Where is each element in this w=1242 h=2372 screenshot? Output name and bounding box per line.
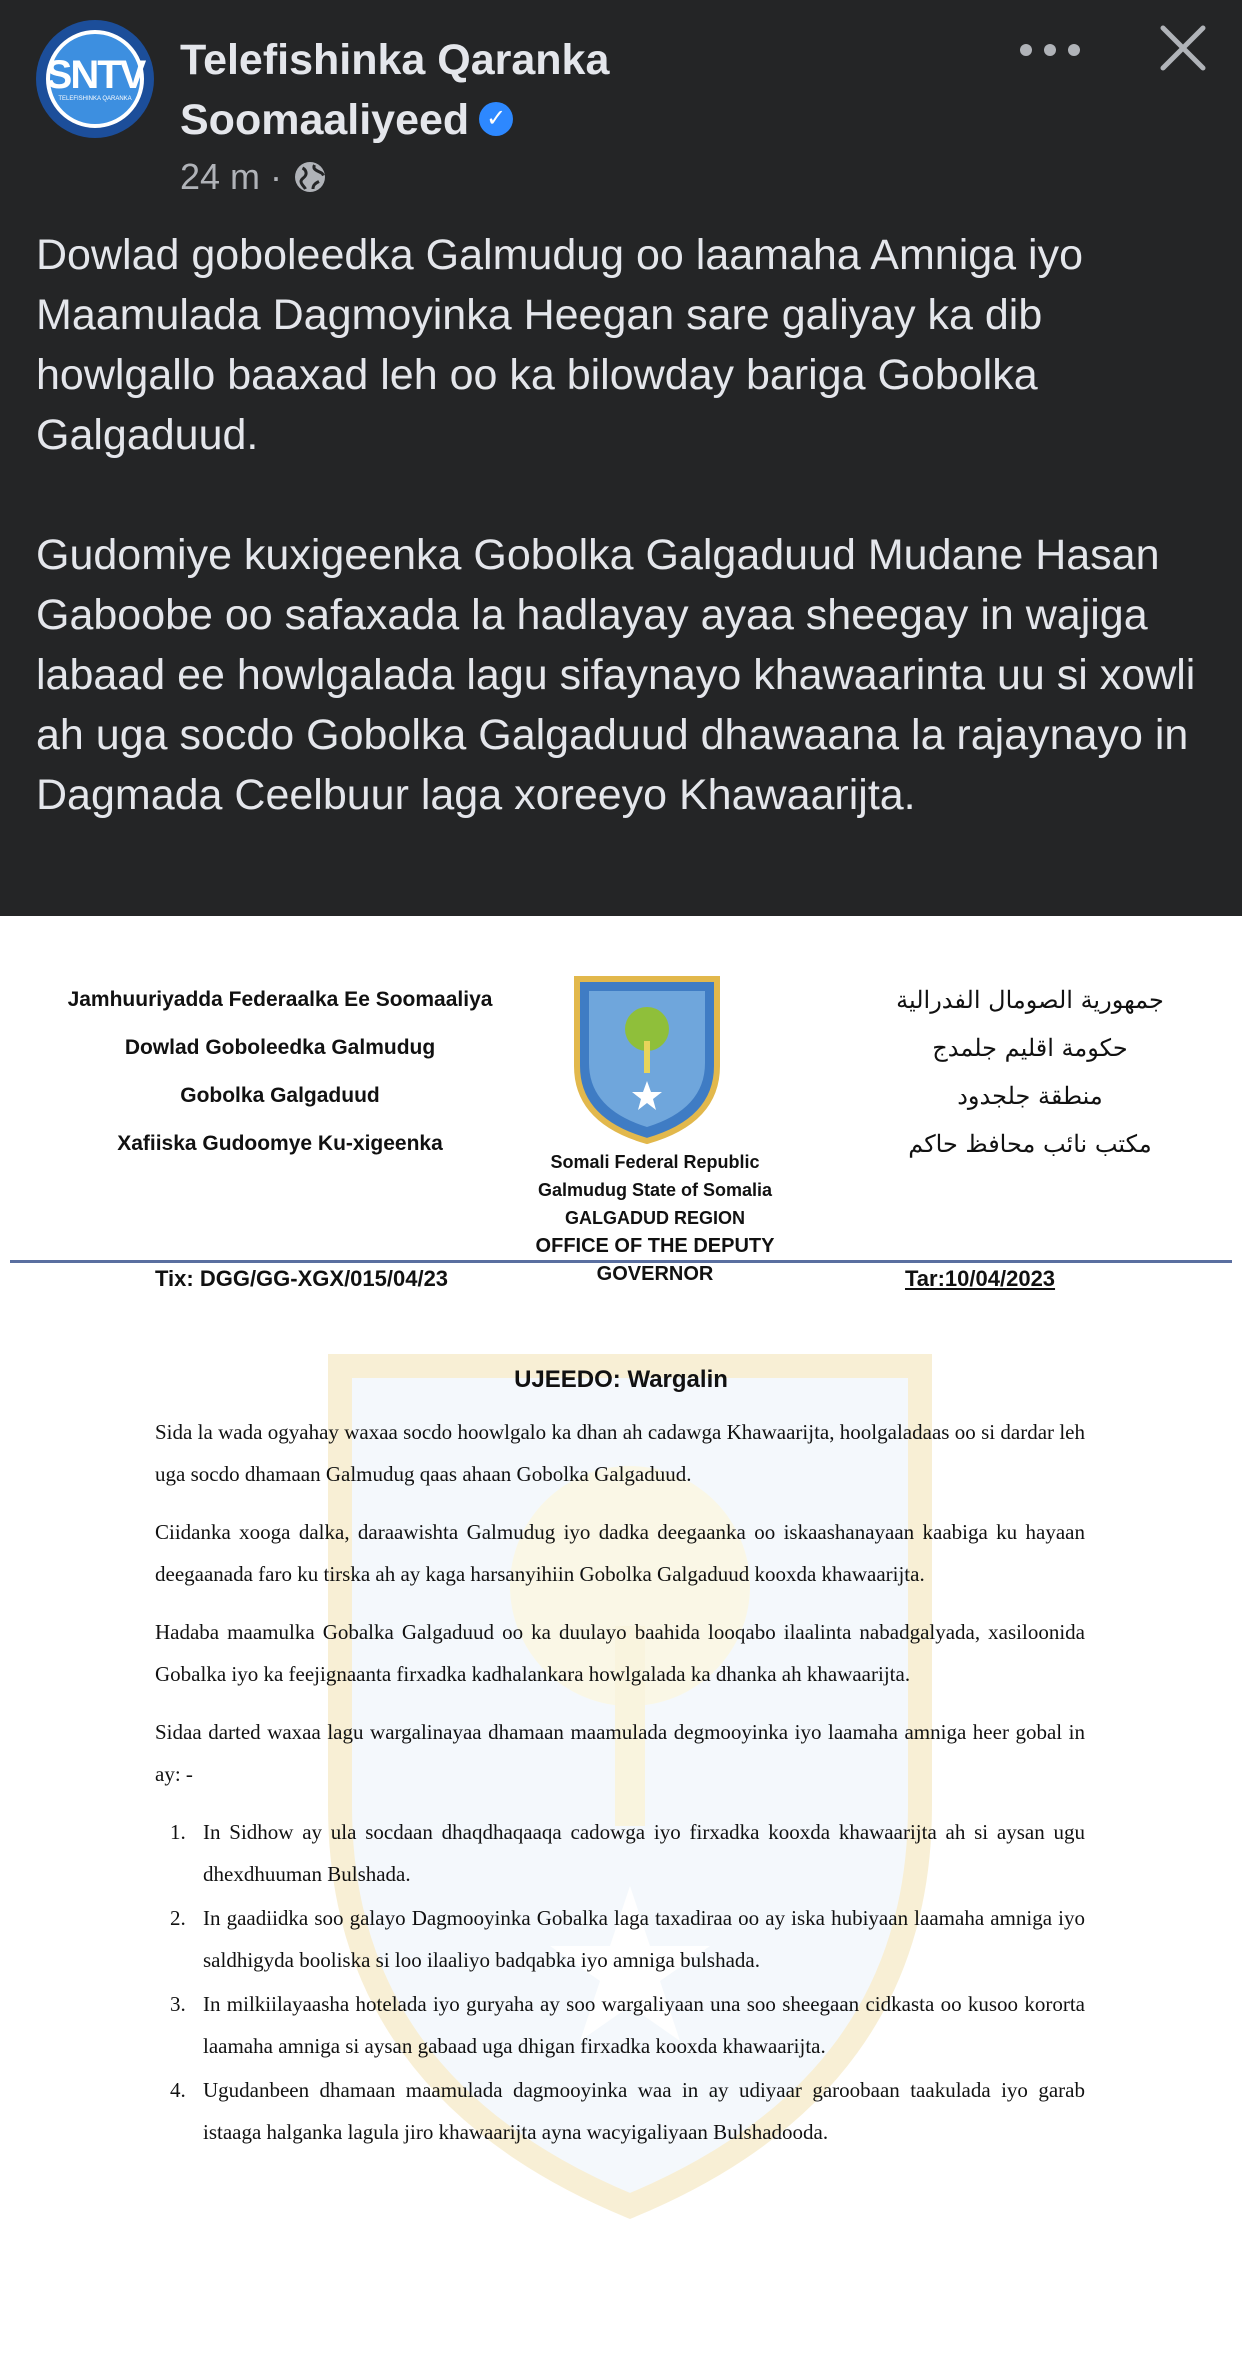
crest-line: OFFICE OF THE DEPUTY GOVERNOR [535, 1235, 775, 1285]
letterhead-line: Dowlad Goboleedka Galmudug [124, 1036, 436, 1059]
letterhead-line: Xafiiska Gudoomye Ku-xigeenka [117, 1132, 443, 1155]
letterhead-divider [10, 1260, 1232, 1263]
meta-separator: · [270, 156, 283, 197]
document-date: Tar:10/04/2023 [905, 1266, 1056, 1291]
letterhead-line: منطقة جلجدود [957, 1082, 1103, 1110]
page-avatar[interactable] [36, 20, 154, 138]
letterhead-line: جمهورية الصومال الفدرالية [896, 986, 1164, 1014]
document-paragraph: Ciidanka xooga dalka, daraawishta Galmudug iyo dadka deegaanka oo iskaashanayaan kaabiga ku hayaan deegaanada faro ku tirska ah ay kaga harsanyihiin Gobolka Galgaduud kooxda khawaarijta. [155, 1520, 1085, 1586]
document-body [155, 1411, 1085, 2155]
document-list [155, 1811, 1085, 2153]
post-paragraph: Gudomiye kuxigeenka Gobolka Galgaduud Mudane Hasan Gaboobe oo safaxada la hadlayay ayaa sheegay in wajiga labaad ee howlgalada lagu sifaynayo khawaarinta uu si xowli ah uga socdo Gobolka Galgaduud dhawaana la rajaynayo in Dagmada Ceelbuur laga xoreeyo Khawaarijta. [36, 531, 1196, 819]
document-list-item: 2. In gaadiidka soo galayo Dagmooyinka Gobalka laga taxadiraa oo ay iska hubiyaan laamaha amniga iyo saldhigyda booliska si loo ilaaliyo badqabka iyo amniga bulshada. [191, 1897, 1085, 1981]
avatar-logo-subtext: TELEFISHINKA QARANKA [58, 96, 132, 102]
post-text [36, 225, 1216, 885]
document-list-item: 3. In milkiilayaasha hotelada iyo guryaha ay soo wargaliyaan una soo sheegaan cidkasta oo kusoo kororta laamaha amniga si aysan gabaad uga dhigan firxadka kooxda khawaarijta. [191, 1983, 1085, 2067]
post-paragraph: Dowlad goboleedka Galmudug oo laamaha Amniga iyo Maamulada Dagmoyinka Heegan sare galiyay ka dib howlgallo baaxad leh oo ka bilowday bariga Gobolka Galgaduud. [36, 231, 1084, 459]
verified-badge-icon: ✓ [479, 102, 513, 136]
post-header [0, 0, 1242, 220]
document-paragraph: Sidaa darted waxaa lagu wargalinayaa dhamaan maamulada degmooyinka iyo laamaha amniga heer gobal in ay: - [155, 1720, 1085, 1786]
crest-line: Somali Federal Republic [550, 1152, 760, 1172]
page-name-link[interactable] [180, 30, 880, 150]
letterhead-line: حكومة اقليم جلمدج [932, 1034, 1128, 1062]
post-image-document[interactable] [0, 916, 1242, 2372]
post-meta [180, 156, 328, 198]
sntv-logo [46, 30, 144, 128]
letterhead-line: مكتب نائب محافظ حاكم [908, 1130, 1152, 1158]
globe-icon [292, 159, 328, 195]
document-paragraph: Sida la wada ogyahay waxaa socdo hoowlgalo ka dhan ah cadawga Khawaarijta, hoolgaladaas oo si dardar leh uga socdo dhamaan Galmudug qaas ahaan Gobolka Galgaduud. [155, 1420, 1085, 1486]
letterhead-line: Gobolka Galgaduud [180, 1084, 380, 1107]
galgaduud-crest-icon [567, 971, 727, 1146]
letterhead-arabic [850, 976, 1210, 1168]
document-paragraph: Hadaba maamulka Gobalka Galgaduud oo ka duulayo baahida looqabo ilaalinta nabadgalyada, xasiloonida Gobalka iyo ka feejignaanta firxadka kadhalankara howlgalada ka dhanka ah khawaarijta. [155, 1620, 1085, 1686]
more-options-icon[interactable] [1020, 30, 1080, 70]
close-icon[interactable] [1155, 20, 1211, 76]
letterhead-line: Jamhuuriyadda Federaalka Ee Soomaaliya [67, 988, 493, 1011]
crest-caption [480, 1148, 830, 1288]
crest-line: Galmudug State of Somalia [537, 1180, 773, 1200]
document-subject: UJEEDO: Wargalin [514, 1366, 728, 1393]
document-list-item: 4. Ugudanbeen dhamaan maamulada dagmooyinka waa in ay udiyaar garoobaan taakulada iyo garab istaaga halganka lagula jiro khawaarijta ayna wacyigaliyaan Bulshadooda. [191, 2069, 1085, 2153]
page-name: Telefishinka Qaranka Soomaaliyeed [180, 36, 610, 144]
document-reference: Tix: DGG/GG-XGX/015/04/23 [155, 1266, 449, 1291]
post-time[interactable]: 24 m [180, 156, 261, 197]
avatar-logo-text: SNTV [45, 53, 145, 97]
letterhead-somali [40, 976, 520, 1168]
crest-line: GALGADUD REGION [565, 1208, 745, 1228]
document-list-item: 1. In Sidhow ay ula socdaan dhaqdhaqaaqa cadowga iyo firxadka kooxda khawaarijta ah si aysan ugu dhexdhuuman Bulshada. [191, 1811, 1085, 1895]
